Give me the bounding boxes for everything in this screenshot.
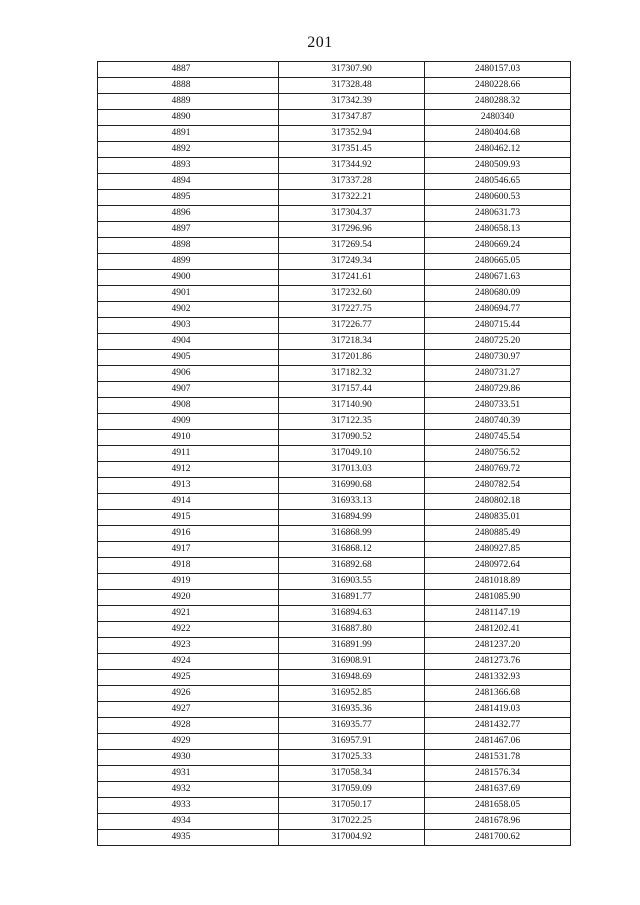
x-coordinate-cell: 317049.10 xyxy=(279,446,425,462)
y-coordinate-cell: 2480694.77 xyxy=(425,302,571,318)
point-number-cell: 4896 xyxy=(98,206,279,222)
x-coordinate-cell: 317344.92 xyxy=(279,158,425,174)
y-coordinate-cell: 2480885.49 xyxy=(425,526,571,542)
y-coordinate-cell: 2480665.05 xyxy=(425,254,571,270)
x-coordinate-cell: 317342.39 xyxy=(279,94,425,110)
point-number-cell: 4918 xyxy=(98,558,279,574)
y-coordinate-cell: 2480509.93 xyxy=(425,158,571,174)
x-coordinate-cell: 316933.13 xyxy=(279,494,425,510)
point-number-cell: 4889 xyxy=(98,94,279,110)
table-row xyxy=(98,670,571,686)
y-coordinate-cell: 2481637.69 xyxy=(425,782,571,798)
x-coordinate-cell: 316868.12 xyxy=(279,542,425,558)
y-coordinate-cell: 2481273.76 xyxy=(425,654,571,670)
table-row xyxy=(98,254,571,270)
table-row xyxy=(98,558,571,574)
table-row xyxy=(98,398,571,414)
y-coordinate-cell: 2480669.24 xyxy=(425,238,571,254)
point-number-cell: 4905 xyxy=(98,350,279,366)
x-coordinate-cell: 317227.75 xyxy=(279,302,425,318)
y-coordinate-cell: 2480729.86 xyxy=(425,382,571,398)
point-number-cell: 4906 xyxy=(98,366,279,382)
y-coordinate-cell: 2480782.54 xyxy=(425,478,571,494)
point-number-cell: 4923 xyxy=(98,638,279,654)
coordinates-table xyxy=(97,61,571,846)
x-coordinate-cell: 317296.96 xyxy=(279,222,425,238)
point-number-cell: 4928 xyxy=(98,718,279,734)
table-row xyxy=(98,222,571,238)
x-coordinate-cell: 316894.63 xyxy=(279,606,425,622)
x-coordinate-cell: 317337.28 xyxy=(279,174,425,190)
table-row xyxy=(98,494,571,510)
table-row xyxy=(98,766,571,782)
point-number-cell: 4935 xyxy=(98,830,279,846)
y-coordinate-cell: 2480730.97 xyxy=(425,350,571,366)
table-row xyxy=(98,638,571,654)
y-coordinate-cell: 2481018.89 xyxy=(425,574,571,590)
x-coordinate-cell: 317004.92 xyxy=(279,830,425,846)
point-number-cell: 4909 xyxy=(98,414,279,430)
table-row xyxy=(98,446,571,462)
table-row xyxy=(98,542,571,558)
point-number-cell: 4913 xyxy=(98,478,279,494)
y-coordinate-cell: 2480740.39 xyxy=(425,414,571,430)
y-coordinate-cell: 2480725.20 xyxy=(425,334,571,350)
point-number-cell: 4910 xyxy=(98,430,279,446)
y-coordinate-cell: 2480680.09 xyxy=(425,286,571,302)
point-number-cell: 4908 xyxy=(98,398,279,414)
table-row xyxy=(98,78,571,94)
point-number-cell: 4932 xyxy=(98,782,279,798)
y-coordinate-cell: 2480404.68 xyxy=(425,126,571,142)
y-coordinate-cell: 2481202.41 xyxy=(425,622,571,638)
point-number-cell: 4891 xyxy=(98,126,279,142)
y-coordinate-cell: 2480769.72 xyxy=(425,462,571,478)
x-coordinate-cell: 316891.99 xyxy=(279,638,425,654)
x-coordinate-cell: 316894.99 xyxy=(279,510,425,526)
table-row xyxy=(98,318,571,334)
x-coordinate-cell: 317232.60 xyxy=(279,286,425,302)
point-number-cell: 4933 xyxy=(98,798,279,814)
table-row xyxy=(98,734,571,750)
table-row xyxy=(98,526,571,542)
point-number-cell: 4921 xyxy=(98,606,279,622)
table-row xyxy=(98,110,571,126)
x-coordinate-cell: 316891.77 xyxy=(279,590,425,606)
point-number-cell: 4922 xyxy=(98,622,279,638)
y-coordinate-cell: 2481531.78 xyxy=(425,750,571,766)
x-coordinate-cell: 317201.86 xyxy=(279,350,425,366)
x-coordinate-cell: 317090.52 xyxy=(279,430,425,446)
table-row xyxy=(98,750,571,766)
x-coordinate-cell: 317182.32 xyxy=(279,366,425,382)
table-row xyxy=(98,158,571,174)
table-row xyxy=(98,62,571,78)
x-coordinate-cell: 316990.68 xyxy=(279,478,425,494)
y-coordinate-cell: 2480600.53 xyxy=(425,190,571,206)
y-coordinate-cell: 2480671.63 xyxy=(425,270,571,286)
point-number-cell: 4931 xyxy=(98,766,279,782)
point-number-cell: 4892 xyxy=(98,142,279,158)
table-row xyxy=(98,190,571,206)
table-row xyxy=(98,382,571,398)
y-coordinate-cell: 2480340 xyxy=(425,110,571,126)
table-row xyxy=(98,430,571,446)
y-coordinate-cell: 2480972.64 xyxy=(425,558,571,574)
x-coordinate-cell: 317351.45 xyxy=(279,142,425,158)
y-coordinate-cell: 2481700.62 xyxy=(425,830,571,846)
table-row xyxy=(98,350,571,366)
y-coordinate-cell: 2480731.27 xyxy=(425,366,571,382)
table-row xyxy=(98,510,571,526)
x-coordinate-cell: 317059.09 xyxy=(279,782,425,798)
x-coordinate-cell: 317122.35 xyxy=(279,414,425,430)
table-row xyxy=(98,174,571,190)
y-coordinate-cell: 2480462.12 xyxy=(425,142,571,158)
table-row xyxy=(98,782,571,798)
point-number-cell: 4893 xyxy=(98,158,279,174)
x-coordinate-cell: 316892.68 xyxy=(279,558,425,574)
y-coordinate-cell: 2480756.52 xyxy=(425,446,571,462)
point-number-cell: 4898 xyxy=(98,238,279,254)
x-coordinate-cell: 317307.90 xyxy=(279,62,425,78)
table-row xyxy=(98,286,571,302)
table-row xyxy=(98,606,571,622)
point-number-cell: 4901 xyxy=(98,286,279,302)
point-number-cell: 4890 xyxy=(98,110,279,126)
x-coordinate-cell: 316952.85 xyxy=(279,686,425,702)
point-number-cell: 4902 xyxy=(98,302,279,318)
y-coordinate-cell: 2481332.93 xyxy=(425,670,571,686)
point-number-cell: 4920 xyxy=(98,590,279,606)
y-coordinate-cell: 2480288.32 xyxy=(425,94,571,110)
page-number: 201 xyxy=(307,34,333,51)
x-coordinate-cell: 316908.91 xyxy=(279,654,425,670)
y-coordinate-cell: 2481432.77 xyxy=(425,718,571,734)
table-row xyxy=(98,366,571,382)
point-number-cell: 4916 xyxy=(98,526,279,542)
table-row xyxy=(98,702,571,718)
table-row xyxy=(98,238,571,254)
x-coordinate-cell: 317226.77 xyxy=(279,318,425,334)
y-coordinate-cell: 2480546.65 xyxy=(425,174,571,190)
point-number-cell: 4929 xyxy=(98,734,279,750)
point-number-cell: 4904 xyxy=(98,334,279,350)
table-row xyxy=(98,462,571,478)
point-number-cell: 4912 xyxy=(98,462,279,478)
point-number-cell: 4927 xyxy=(98,702,279,718)
x-coordinate-cell: 316957.91 xyxy=(279,734,425,750)
x-coordinate-cell: 317352.94 xyxy=(279,126,425,142)
x-coordinate-cell: 316948.69 xyxy=(279,670,425,686)
y-coordinate-cell: 2481678.96 xyxy=(425,814,571,830)
table-row xyxy=(98,478,571,494)
x-coordinate-cell: 317050.17 xyxy=(279,798,425,814)
y-coordinate-cell: 2481658.05 xyxy=(425,798,571,814)
table-row xyxy=(98,830,571,846)
table-row xyxy=(98,622,571,638)
y-coordinate-cell: 2480927.85 xyxy=(425,542,571,558)
y-coordinate-cell: 2481419.03 xyxy=(425,702,571,718)
y-coordinate-cell: 2480715.44 xyxy=(425,318,571,334)
y-coordinate-cell: 2481576.34 xyxy=(425,766,571,782)
x-coordinate-cell: 317304.37 xyxy=(279,206,425,222)
point-number-cell: 4897 xyxy=(98,222,279,238)
table-row xyxy=(98,206,571,222)
table-row xyxy=(98,590,571,606)
x-coordinate-cell: 317140.90 xyxy=(279,398,425,414)
x-coordinate-cell: 317322.21 xyxy=(279,190,425,206)
table-row xyxy=(98,798,571,814)
x-coordinate-cell: 316887.80 xyxy=(279,622,425,638)
y-coordinate-cell: 2480802.18 xyxy=(425,494,571,510)
x-coordinate-cell: 317347.87 xyxy=(279,110,425,126)
y-coordinate-cell: 2481366.68 xyxy=(425,686,571,702)
point-number-cell: 4925 xyxy=(98,670,279,686)
x-coordinate-cell: 317058.34 xyxy=(279,766,425,782)
y-coordinate-cell: 2481085.90 xyxy=(425,590,571,606)
y-coordinate-cell: 2480228.66 xyxy=(425,78,571,94)
point-number-cell: 4934 xyxy=(98,814,279,830)
table-row xyxy=(98,574,571,590)
coordinates-table-body xyxy=(98,62,571,846)
point-number-cell: 4919 xyxy=(98,574,279,590)
point-number-cell: 4903 xyxy=(98,318,279,334)
x-coordinate-cell: 316935.36 xyxy=(279,702,425,718)
table-row xyxy=(98,302,571,318)
point-number-cell: 4888 xyxy=(98,78,279,94)
point-number-cell: 4915 xyxy=(98,510,279,526)
table-row xyxy=(98,334,571,350)
point-number-cell: 4900 xyxy=(98,270,279,286)
table-row xyxy=(98,142,571,158)
x-coordinate-cell: 317249.34 xyxy=(279,254,425,270)
point-number-cell: 4895 xyxy=(98,190,279,206)
y-coordinate-cell: 2480157.03 xyxy=(425,62,571,78)
x-coordinate-cell: 317241.61 xyxy=(279,270,425,286)
point-number-cell: 4894 xyxy=(98,174,279,190)
point-number-cell: 4887 xyxy=(98,62,279,78)
point-number-cell: 4930 xyxy=(98,750,279,766)
table-row xyxy=(98,686,571,702)
y-coordinate-cell: 2481147.19 xyxy=(425,606,571,622)
x-coordinate-cell: 316868.99 xyxy=(279,526,425,542)
y-coordinate-cell: 2481237.20 xyxy=(425,638,571,654)
point-number-cell: 4917 xyxy=(98,542,279,558)
point-number-cell: 4926 xyxy=(98,686,279,702)
x-coordinate-cell: 317022.25 xyxy=(279,814,425,830)
point-number-cell: 4907 xyxy=(98,382,279,398)
table-row xyxy=(98,270,571,286)
table-row xyxy=(98,414,571,430)
x-coordinate-cell: 316903.55 xyxy=(279,574,425,590)
table-row xyxy=(98,814,571,830)
y-coordinate-cell: 2480745.54 xyxy=(425,430,571,446)
point-number-cell: 4899 xyxy=(98,254,279,270)
y-coordinate-cell: 2480658.13 xyxy=(425,222,571,238)
y-coordinate-cell: 2480835.01 xyxy=(425,510,571,526)
y-coordinate-cell: 2481467.06 xyxy=(425,734,571,750)
x-coordinate-cell: 316935.77 xyxy=(279,718,425,734)
x-coordinate-cell: 317269.54 xyxy=(279,238,425,254)
y-coordinate-cell: 2480733.51 xyxy=(425,398,571,414)
x-coordinate-cell: 317328.48 xyxy=(279,78,425,94)
table-row xyxy=(98,126,571,142)
point-number-cell: 4924 xyxy=(98,654,279,670)
x-coordinate-cell: 317218.34 xyxy=(279,334,425,350)
x-coordinate-cell: 317013.03 xyxy=(279,462,425,478)
table-row xyxy=(98,718,571,734)
point-number-cell: 4911 xyxy=(98,446,279,462)
y-coordinate-cell: 2480631.73 xyxy=(425,206,571,222)
point-number-cell: 4914 xyxy=(98,494,279,510)
x-coordinate-cell: 317157.44 xyxy=(279,382,425,398)
x-coordinate-cell: 317025.33 xyxy=(279,750,425,766)
table-row xyxy=(98,654,571,670)
table-row xyxy=(98,94,571,110)
